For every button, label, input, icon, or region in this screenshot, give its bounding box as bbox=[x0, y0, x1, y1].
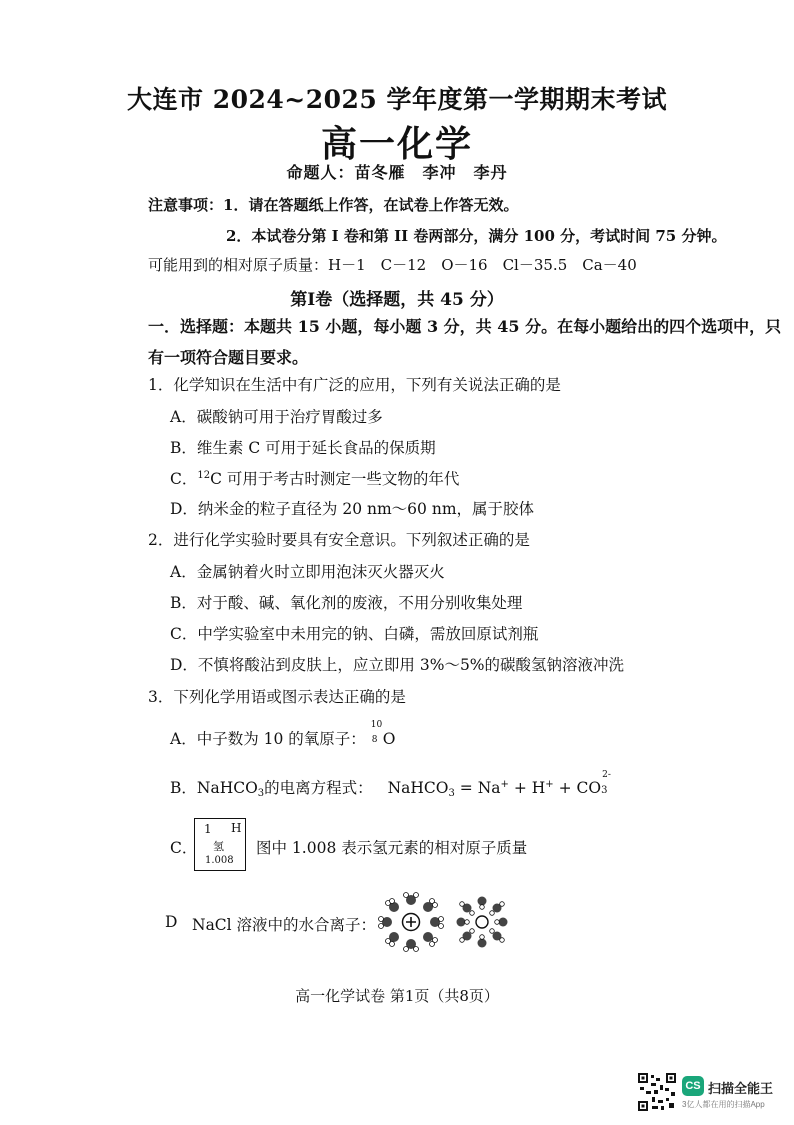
question-1-stem: 1．化学知识在生活中有广泛的应用，下列有关说法正确的是 bbox=[148, 376, 561, 394]
equation-na-ion: = Na bbox=[454, 779, 501, 797]
atomic-masses: 可能用到的相对原子质量：H－1 C－12 O－16 Cl－35.5 Ca－40 bbox=[148, 256, 637, 274]
equation-h-ion: + H bbox=[508, 779, 546, 797]
question-3-option-c-label: C． bbox=[170, 839, 198, 857]
question-2-stem: 2．进行化学实验时要具有安全意识。下列叙述正确的是 bbox=[148, 531, 530, 549]
option-b-label: B．NaHCO bbox=[170, 779, 258, 797]
question-2-option-a: A．金属钠着火时立即用泡沫灭火器灭火 bbox=[170, 563, 445, 581]
question-3-option-d-label: D bbox=[165, 913, 178, 931]
question-1-option-c-prefix: C． bbox=[170, 470, 198, 488]
question-3-option-a bbox=[170, 720, 396, 749]
camscanner-name: 扫描全能王 bbox=[708, 1081, 774, 1096]
hydrated-sodium-ion-diagram bbox=[376, 892, 446, 952]
charge: + bbox=[545, 779, 554, 790]
element-card bbox=[194, 818, 246, 871]
question-3-option-c-text: 图中 1.008 表示氢元素的相对原子质量 bbox=[256, 839, 528, 857]
ionization-equation bbox=[387, 770, 613, 799]
element-symbol: H bbox=[231, 821, 242, 835]
question-2-option-c: C．中学实验室中未用完的钠、白磷，需放回原试剂瓶 bbox=[170, 625, 539, 643]
notice-line-2: 2．本试卷分第 I 卷和第 II 卷两部分，满分 100 分，考试时间 75 分钟。 bbox=[226, 227, 727, 245]
mass-number: 12 bbox=[197, 470, 211, 481]
charge: 2- bbox=[602, 770, 611, 780]
camscanner-logo-icon: CS bbox=[682, 1076, 704, 1096]
question-3-option-b bbox=[170, 770, 613, 799]
notice-line-1: 注意事项：1．请在答题纸上作答，在试卷上作答无效。 bbox=[148, 196, 519, 214]
question-1-option-a: A．碳酸钠可用于治疗胃酸过多 bbox=[170, 408, 383, 426]
question-2-option-d: D．不慎将酸沾到皮肤上，应立即用 3%～5%的碳酸氢钠溶液冲洗 bbox=[170, 656, 625, 674]
section-heading: 第I卷（选择题，共 45 分） bbox=[290, 290, 504, 310]
section-instructions-2: 有一项符合题目要求。 bbox=[148, 348, 309, 367]
option-b-mid: 的电离方程式： bbox=[264, 779, 373, 797]
charge: + bbox=[500, 779, 509, 790]
nuclide-atomic-number: 8 bbox=[371, 735, 378, 745]
subscript: 3 bbox=[448, 788, 455, 799]
element-name: 氢 bbox=[213, 840, 224, 853]
equation-reactant: NaHCO bbox=[387, 779, 449, 797]
nuclide-notation bbox=[370, 720, 383, 745]
question-1-option-d: D．纳米金的粒子直径为 20 nm～60 nm，属于胶体 bbox=[170, 500, 535, 518]
camscanner-tagline: 3亿人都在用的扫描App bbox=[682, 1100, 765, 1109]
question-3-option-d-text: NaCl 溶液中的水合离子： bbox=[192, 916, 377, 934]
authors-line: 命题人：苗冬雁 李冲 李丹 bbox=[286, 163, 508, 182]
element-mass: 1.008 bbox=[205, 855, 234, 866]
question-1-option-b: B．维生素 C 可用于延长食品的保质期 bbox=[170, 439, 436, 457]
page-footer: 高一化学试卷 第1页（共8页） bbox=[295, 987, 499, 1005]
element-atomic-number: 1 bbox=[204, 822, 212, 836]
question-3-stem: 3．下列化学用语或图示表达正确的是 bbox=[148, 688, 406, 706]
question-1-option-c bbox=[170, 467, 459, 489]
equation-carbonate: + CO bbox=[553, 779, 602, 797]
nuclide-mass-number: 10 bbox=[370, 720, 383, 730]
nuclide-symbol: O bbox=[382, 730, 396, 748]
qr-code-icon bbox=[638, 1073, 676, 1111]
hydrated-chloride-ion-diagram bbox=[452, 892, 512, 952]
carbonate-indices bbox=[601, 770, 613, 796]
question-2-option-b: B．对于酸、碱、氧化剂的废液，不用分别收集处理 bbox=[170, 594, 523, 612]
question-1-option-c-text: C 可用于考古时测定一些文物的年代 bbox=[210, 470, 460, 488]
subject-title: 高一化学 bbox=[320, 123, 473, 165]
section-instructions-1: 一．选择题：本题共 15 小题，每小题 3 分，共 45 分。在每小题给出的四个选项中，只 bbox=[148, 317, 782, 336]
exam-title: 大连市 2024~2025 学年度第一学期期末考试 bbox=[126, 85, 668, 114]
question-3-option-a-text: A．中子数为 10 的氧原子： bbox=[170, 730, 366, 748]
subscript: 3 bbox=[601, 785, 608, 796]
subscript: 3 bbox=[257, 788, 265, 799]
